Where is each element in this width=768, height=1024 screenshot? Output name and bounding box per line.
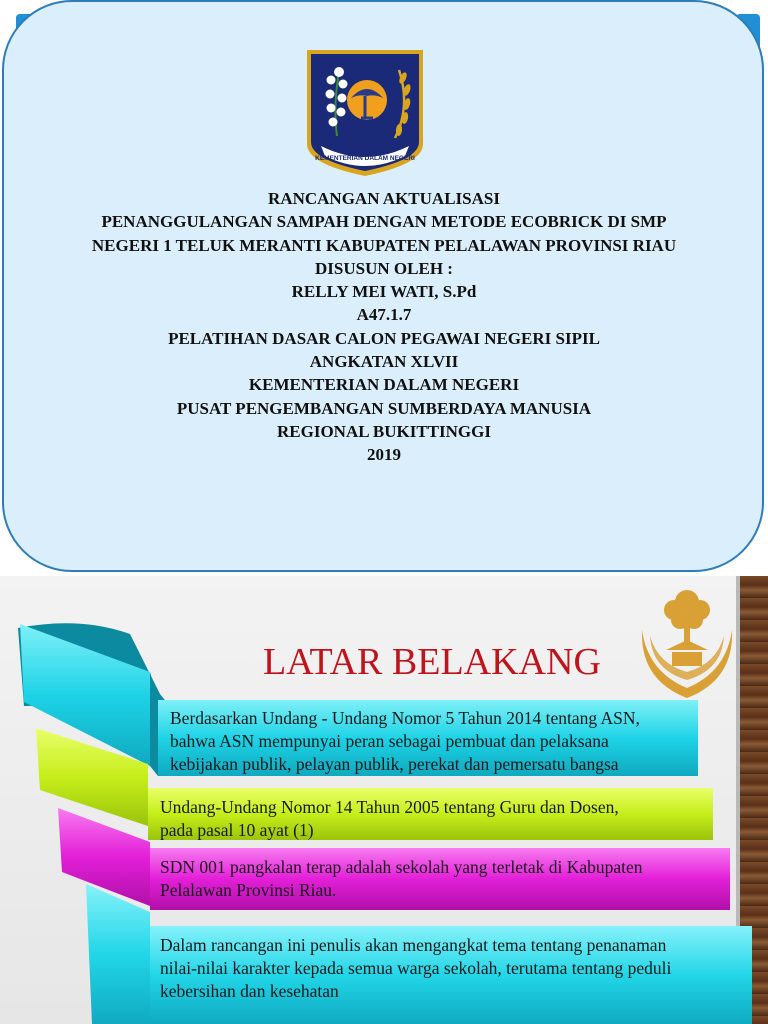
paragraph-line: SDN 001 pangkalan terap adalah sekolah yang terletak di Kabupaten [160,857,643,877]
title-text-block [20,187,748,467]
title-line: DISUSUN OLEH : [315,258,453,278]
paragraph-line: kebijakan publik, pelayan publik, perekat dan pemersatu bangsa [170,754,619,774]
background-point-1 [170,707,640,776]
title-line: PELATIHAN DASAR CALON PEGAWAI NEGERI SIPIL [168,328,600,348]
tut-wuri-logo [636,580,738,704]
kemendagri-emblem-logo [303,46,427,178]
title-line: A47.1.7 [356,305,412,325]
paragraph-line: nilai-nilai karakter kepada semua warga sekolah, terutama tentang peduli [160,958,672,978]
paragraph-line: Pelalawan Provinsi Riau. [160,880,337,900]
paragraph-line: bahwa ASN mempunyai peran sebagai pembuat dan pelaksana [170,731,609,751]
paragraph-line: kebersihan dan kesehatan [160,981,339,1001]
paragraph-line: Undang-Undang Nomor 14 Tahun 2005 tentang Guru dan Dosen, [160,797,619,817]
background-slide [0,576,768,1024]
title-line: PUSAT PENGEMBANGAN SUMBERDAYA MANUSIA [176,398,592,418]
title-line: RELLY MEI WATI, S.Pd [291,282,477,302]
title-line: ANGKATAN XLVII [309,352,459,372]
emblem-text: KEMENTERIAN DALAM NEGERI [315,155,415,162]
title-line: PENANGGULANGAN SAMPAH DENGAN METODE ECOBRICK DI SMP [101,212,667,232]
background-point-2 [160,796,619,842]
title-line: 2019 [367,445,401,465]
paragraph-line: Dalam rancangan ini penulis akan mengangkat tema tentang penanaman [160,935,667,955]
slide-heading: LATAR BELAKANG [263,641,601,683]
background-point-3 [160,856,643,902]
paragraph-line: pada pasal 10 ayat (1) [160,820,314,840]
background-point-4 [160,934,671,1003]
title-line: KEMENTERIAN DALAM NEGERI [248,375,520,395]
title-line: RANCANGAN AKTUALISASI [268,189,500,208]
title-line: REGIONAL BUKITTINGGI [277,421,491,441]
title-line: NEGERI 1 TELUK MERANTI KABUPATEN PELALAWAN PROVINSI RIAU [91,235,677,255]
paragraph-line: Berdasarkan Undang - Undang Nomor 5 Tahun 2014 tentang ASN, [170,708,640,728]
